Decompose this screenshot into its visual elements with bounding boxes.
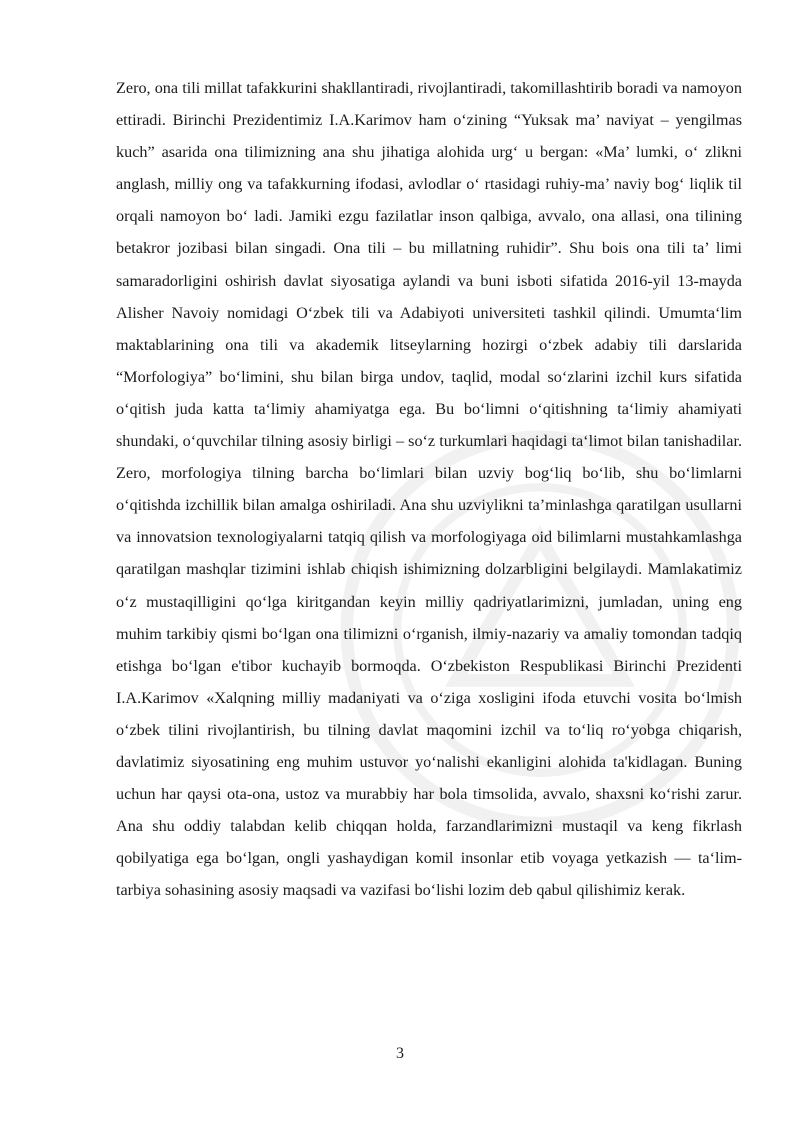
body-paragraph: Zero, ona tili millat tafakkurini shakllantiradi, rivojlantiradi, takomillashtirib boradi va namoyon ettiradi. Birinchi Prezidentimiz I.A.Karimov ham o‘zining “Yuksak ma’ naviyat – yengilmas kuch” asarida ona tilimizning ana shu jihatiga alohida urg‘ u bergan: «Ma’ lumki, o‘ zlikni anglash, milliy ong va tafakkurning ifodasi, avlodlar o‘ rtasidagi ruhiy-ma’ naviy bog‘ liqlik til orqali namoyon bo‘ ladi. Jamiki ezgu fazilatlar inson qalbiga, avvalo, ona allasi, ona tilining betakror jozibasi bilan singadi. Ona tili – bu millatning ruhidir”. Shu bois ona tili ta’ limi samaradorligini oshirish davlat siyosatiga aylandi va buni isboti sifatida 2016-yil 13-mayda Alisher Navoiy nomidagi O‘zbek tili va Adabiyoti universiteti tashkil qilindi. Umumta‘lim maktablarining ona tili va akademik litseylarning hozirgi o‘zbek adabiy tili darslarida “Morfologiya” bo‘limini, shu bilan birga undov, taqlid, modal so‘zlarini izchil kurs sifatida o‘qitish juda katta ta‘limiy ahamiyatga ega. Bu bo‘limni o‘qitishning ta‘limiy ahamiyati shundaki, o‘quvchilar tilning asosiy birligi – so‘z turkumlari haqidagi ta‘limot bilan tanishadilar. Zero, morfologiya tilning barcha bo‘limlari bilan uzviy bog‘liq bo‘lib, shu bo‘limlarni o‘qitishda izchillik bilan amalga oshiriladi. Ana shu uzviylikni ta’minlashga qaratilgan usullarni va innovatsion texnologiyalarni tatqiq qilish va morfologiyaga oid bilimlarni mustahkamlashga qaratilgan mashqlar tizimini ishlab chiqish ishimizning dolzarbligini belgilaydi. Mamlakatimiz o‘z mustaqilligini qo‘lga kiritgandan keyin milliy qadriyatlarimizni, jumladan, uning eng muhim tarkibiy qismi bo‘lgan ona tilimizni o‘rganish, ilmiy-nazariy va amaliy tomondan tadqiq etishga bo‘lgan e'tibor kuchayib bormoqda. O‘zbekiston Respublikasi Birinchi Prezidenti I.A.Karimov «Xalqning milliy madaniyati va o‘ziga xosligini ifoda etuvchi vosita bo‘lmish o‘zbek tilini rivojlantirish, bu tilning davlat maqomini izchil va to‘liq ro‘yobga chiqarish, davlatimiz siyosatining eng muhim ustuvor yo‘nalishi ekanligini alohida ta'kidlagan. Buning uchun har qaysi ota-ona, ustoz va murabbiy har bola timsolida, avvalo, shaxsni ko‘rishi zarur. Ana shu oddiy talabdan kelib chiqqan holda, farzandlarimizni mustaqil va keng fikrlash qobilyatiga ega bo‘lgan, ongli yashaydigan komil insonlar etib voyaga yetkazish — ta‘lim-tarbiya sohasining asosiy maqsadi va vazifasi bo‘lishi lozim deb qabul qilishimiz kerak.: [116, 79, 742, 900]
page-number: 3: [396, 1045, 404, 1062]
